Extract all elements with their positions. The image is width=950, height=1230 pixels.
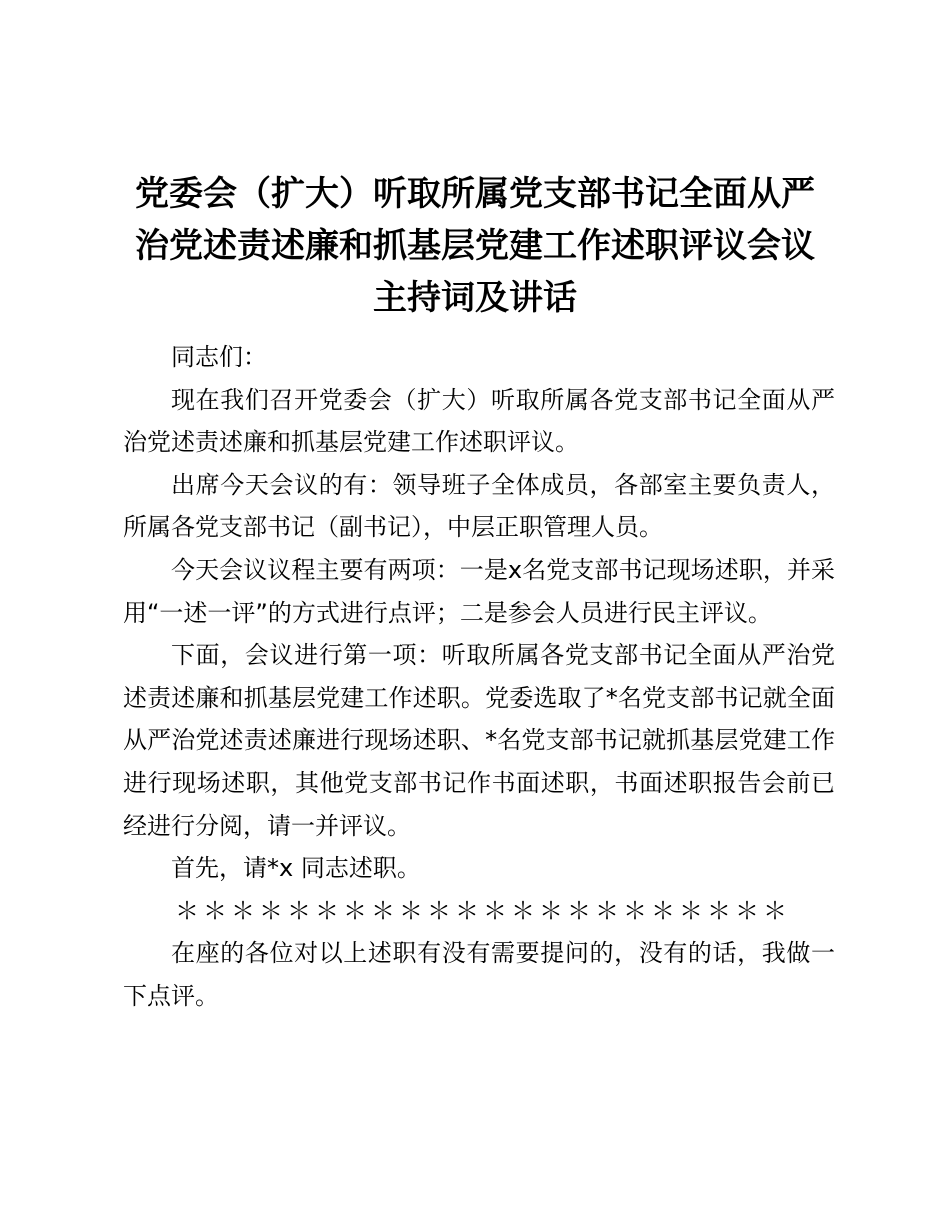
paragraph-first-item: 下面，会议进行第一项：听取所属各党支部书记全面从严治党述责述廉和抓基层党建工作述职。党委选取了*名党支部书记就全面从严治党述责述廉进行现场述职、*名党支部书记就抓基层党建工作进行现场述职，其他党支部书记作书面述职，书面述职报告会前已经进行分阅，请一并评议。 [123, 641, 835, 840]
paragraph-first-speaker: 首先，请*x 同志述职。 [171, 854, 421, 883]
paragraph-questions: 在座的各位对以上述职有没有需要提问的，没有的话，我做一下点评。 [123, 939, 835, 1010]
separator-asterisks: ＊＊＊＊＊＊＊＊＊＊＊＊＊＊＊＊＊＊＊＊＊＊ [175, 896, 791, 925]
title-line-3: 主持词及讲话 [373, 278, 577, 318]
salutation: 同志们： [171, 343, 267, 371]
paragraph-opening: 现在我们召开党委会（扩大）听取所属各党支部书记全面从严治党述责述廉和抓基层党建工作述职评议。 [123, 385, 835, 457]
paragraph-agenda: 今天会议议程主要有两项：一是x名党支部书记现场述职，并采用“一述一评”的方式进行点评；二是参会人员进行民主评议。 [123, 555, 835, 627]
title-line-1: 党委会（扩大）听取所属党支部书记全面从严 [135, 174, 815, 214]
paragraph-attendees: 出席今天会议的有：领导班子全体成员，各部室主要负责人，所属各党支部书记（副书记），中层正职管理人员。 [123, 470, 835, 542]
document-body [123, 336, 835, 1018]
document-title [120, 168, 830, 324]
title-line-2: 治党述责述廉和抓基层党建工作述职评议会议 [135, 226, 815, 266]
